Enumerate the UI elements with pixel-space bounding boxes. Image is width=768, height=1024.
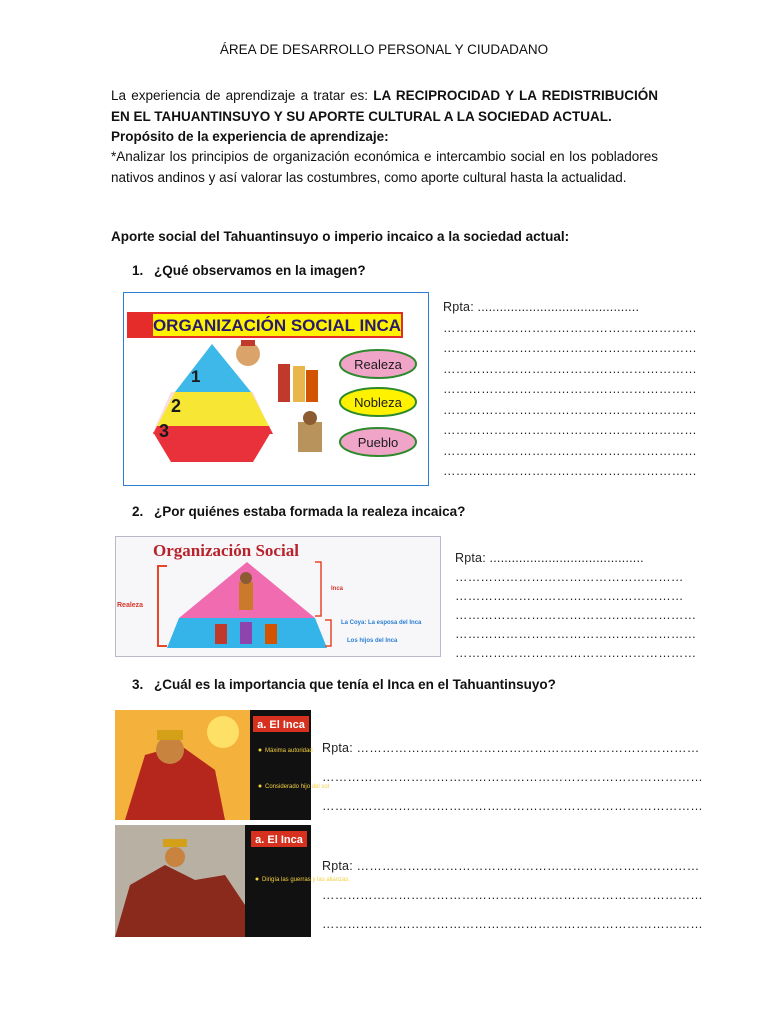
image-el-inca-2	[115, 825, 351, 937]
page-title: ÁREA DE DESARROLLO PERSONAL Y CIUDADANO	[219, 42, 549, 57]
answer-line[interactable]: …………………………………………………	[455, 627, 697, 641]
pyramid-label-2: 2	[171, 396, 182, 416]
answer-line[interactable]: Rpta: ………………………………………………………………………	[322, 741, 700, 755]
question-3	[132, 677, 556, 692]
answer-1[interactable]	[443, 297, 697, 482]
answer-line[interactable]: ……………………………………………………	[443, 361, 697, 376]
image4-title: a. El Inca	[255, 834, 303, 846]
answer-3a[interactable]	[322, 738, 703, 825]
answer-line[interactable]: ………………………………………………	[455, 589, 684, 603]
question-number: 2.	[132, 504, 144, 519]
answer-3b[interactable]	[322, 856, 703, 943]
pueblo-figure	[298, 422, 322, 452]
answer-line[interactable]: Rpta: ............................................	[443, 300, 640, 314]
pyramid-level-3	[153, 432, 271, 462]
intro-topic: LA RECIPROCIDAD Y LA REDISTRIBUCIÓN EN EL TAHUANTINSUYO Y SU APORTE CULTURAL A LA SOCIEDAD ACTUAL.	[111, 88, 658, 124]
question-text: ¿Qué observamos en la imagen?	[154, 263, 366, 278]
image3-bullet: Considerado hijo del sol	[265, 784, 330, 790]
sun-icon	[207, 716, 239, 748]
question-text: ¿Cuál es la importancia que tenía el Inca en el Tahuantinsuyo?	[154, 677, 556, 692]
image-el-inca-1	[115, 710, 330, 820]
answer-line[interactable]: …………………………………………………	[455, 608, 697, 622]
image2-top-label: Inca	[331, 586, 344, 592]
svg-text:Pueblo: Pueblo	[357, 435, 399, 450]
image4-bullet: Dirigía las guerras y las alianzas.	[262, 877, 351, 883]
answer-line[interactable]: ……………………………………………………	[443, 382, 697, 396]
image2-right-label: Los hijos del Inca	[347, 638, 398, 644]
question-number: 3.	[132, 677, 144, 692]
answer-line[interactable]: …………………………………………………	[455, 646, 697, 660]
answer-line[interactable]: ……………………………………………………	[443, 320, 697, 335]
intro-paragraph	[111, 86, 658, 127]
svg-text:Nobleza: Nobleza	[354, 395, 402, 410]
intro-prefix: La experiencia de aprendizaje a tratar es:	[111, 88, 374, 103]
question-text: ¿Por quiénes estaba formada la realeza incaica?	[154, 504, 466, 519]
answer-line[interactable]: Rpta: ………………………………………………………………………	[322, 859, 700, 873]
section-heading: Aporte social del Tahuantinsuyo o imperio incaico a la sociedad actual:	[111, 229, 570, 244]
answer-line[interactable]: ………………………………………………………………………………	[322, 888, 703, 902]
answer-line[interactable]: ……………………………………………………	[443, 402, 697, 417]
question-number: 1.	[132, 263, 144, 278]
answer-line[interactable]: ………………………………………………………………………………	[322, 799, 703, 813]
image-organizacion-social	[115, 536, 441, 657]
answer-line[interactable]: ………………………………………………	[455, 570, 684, 584]
answer-line[interactable]: ……………………………………………………	[443, 443, 697, 458]
answer-line[interactable]: Rpta: ..........................................	[455, 551, 644, 565]
pyramid-label-1: 1	[191, 367, 201, 386]
image3-bullet: Máxima autoridad	[265, 748, 313, 754]
answer-line[interactable]: ……………………………………………………	[443, 423, 697, 437]
image2-title: Organización Social	[153, 541, 299, 560]
answer-line[interactable]: ………………………………………………………………………………	[322, 917, 703, 931]
image2-left-label: Realeza	[117, 602, 144, 609]
image3-title: a. El Inca	[257, 719, 305, 731]
image2-right-label: La Coya: La esposa del Inca	[341, 620, 422, 626]
svg-text:Realeza: Realeza	[354, 357, 402, 372]
question-1	[132, 263, 366, 278]
image-organizacion-social-inca	[123, 292, 429, 486]
purpose-text: *Analizar los principios de organización económica e intercambio social en los pobladores nativos andinos y así valorar las costumbres, como aporte cultural hasta la actualidad.	[111, 149, 658, 185]
pyramid-label-3: 3	[159, 421, 170, 441]
answer-line[interactable]: ……………………………………………………	[443, 341, 697, 355]
noble-figure	[278, 364, 290, 402]
question-2	[132, 504, 465, 519]
purpose-label: Propósito de la experiencia de aprendizaje:	[111, 129, 389, 144]
image1-title: ORGANIZACIÓN SOCIAL INCA	[152, 316, 402, 335]
answer-line[interactable]: ………………………………………………………………………………	[322, 770, 703, 784]
answer-line[interactable]: ……………………………………………………	[443, 464, 697, 478]
answer-2[interactable]	[455, 549, 696, 663]
